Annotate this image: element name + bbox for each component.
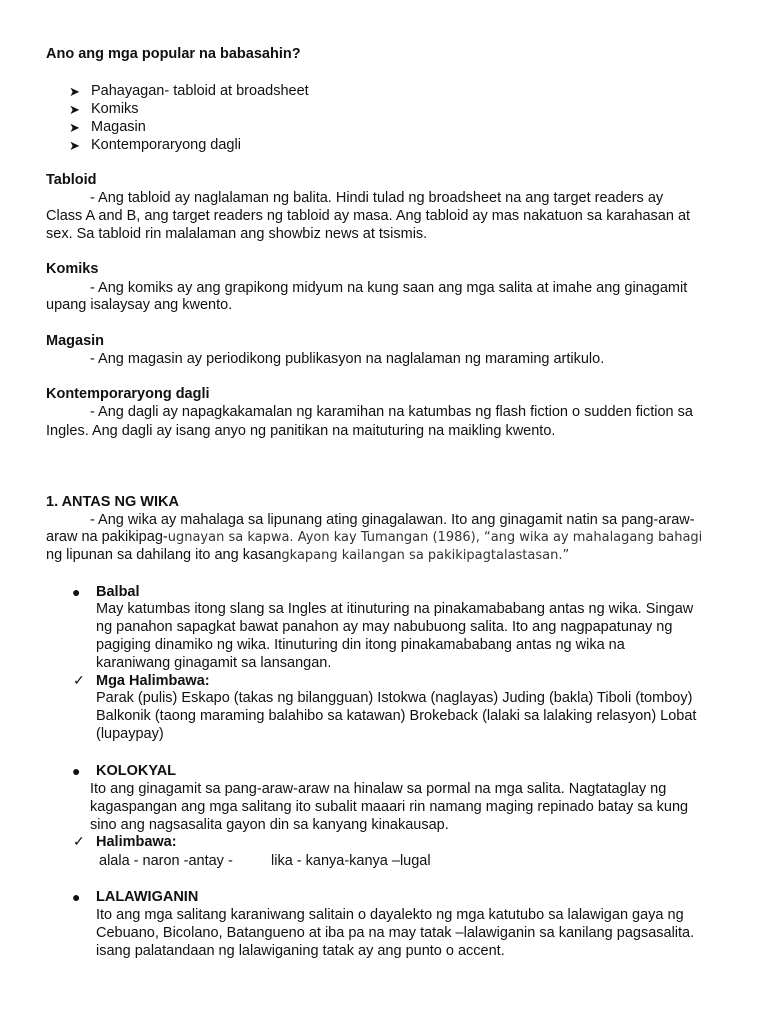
list-item: Komiks xyxy=(91,101,139,117)
paragraph-line: ng lipunan sa dahilang ito ang kasangkapang kailangan sa pakikipagtalastasan.” xyxy=(46,547,570,563)
paragraph-line: kagaspangan ang mga salitang ito subalit maaari rin namang maging repinado batay sa kung xyxy=(90,799,689,815)
paragraph-line: karaniwang ginagamit sa lansangan. xyxy=(96,655,332,671)
paragraph-line: Ito ang mga salitang karaniwang salitain o dayalekto ng mga katutubo sa lalawigan gaya ng xyxy=(96,907,684,923)
paragraph-line: Parak (pulis) Eskapo (takas ng bilangguan) Istokwa (naglayas) Juding (bakla) Tiboli (tomboy) xyxy=(96,690,693,706)
paragraph-line: isang palatandaan ng lalawiganing tatak ay ang punto o accent. xyxy=(96,943,505,959)
paragraph-line: sino ang nagsasalita gayon din sa kanyang kinakausap. xyxy=(90,817,449,833)
arrow-bullet-icon: ➤ xyxy=(69,84,80,99)
example-words: alala - naron -antay - xyxy=(99,853,233,869)
paragraph-line: sex. Sa tabloid rin malalaman ang showbiz news at tsismis. xyxy=(46,226,428,242)
paragraph-line: - Ang tabloid ay naglalaman ng balita. Hindi tulad ng broadsheet na ang target readers ay xyxy=(90,190,664,206)
paragraph-line: (lupaypay) xyxy=(96,726,164,742)
examples-heading: Mga Halimbawa: xyxy=(96,673,210,689)
bullet-dot-icon: ● xyxy=(72,584,81,600)
paragraph-line: - Ang magasin ay periodikong publikasyon na naglalaman ng maraming artikulo. xyxy=(90,351,605,367)
arrow-bullet-icon: ➤ xyxy=(69,102,80,117)
question-heading: Ano ang mga popular na babasahin? xyxy=(46,46,301,62)
checkmark-icon: ✓ xyxy=(73,672,85,688)
subsection-heading-lalawiganin: LALAWIGANIN xyxy=(96,889,199,905)
section-heading-tabloid: Tabloid xyxy=(46,172,97,188)
list-item: Magasin xyxy=(91,119,146,135)
paragraph-line: Ito ang ginagamit sa pang-araw-araw na hinalaw sa pormal na mga salita. Nagtataglay ng xyxy=(90,781,667,797)
subsection-heading-kolokyal: KOLOKYAL xyxy=(96,763,177,779)
list-item: Pahayagan- tabloid at broadsheet xyxy=(91,83,309,99)
paragraph-line: pagiging dinamiko ng wika. Itinuturing din itong pinakamababang antas ng wika na xyxy=(96,637,625,653)
section-heading-magasin: Magasin xyxy=(46,333,105,349)
paragraph-line: - Ang dagli ay napagkakamalan ng karamihan na katumbas ng flash fiction o sudden fiction sa xyxy=(90,404,693,420)
paragraph-line: Class A and B, ang target readers ng tabloid ay masa. Ang tabloid ay mas nakatuon sa karahasan at xyxy=(46,208,691,224)
list-item: Kontemporaryong dagli xyxy=(91,137,241,153)
paragraph-line: - Ang komiks ay ang grapikong midyum na kung saan ang mga salita at imahe ang ginagamit xyxy=(90,280,688,296)
section-heading-dagli: Kontemporaryong dagli xyxy=(46,386,210,402)
paragraph-line: Ingles. Ang dagli ay isang anyo ng panitikan na maituturing na maikling kwento. xyxy=(46,423,556,439)
examples-heading: Halimbawa: xyxy=(96,834,177,850)
paragraph-line: upang isalaysay ang kwento. xyxy=(46,297,233,313)
paragraph-line: ng panahon sapagkat bawat panahon ay may nabubuong salita. Ito ang nagpapatunay ng xyxy=(96,619,673,635)
arrow-bullet-icon: ➤ xyxy=(69,138,80,153)
checkmark-icon: ✓ xyxy=(73,833,85,849)
paragraph-line: - Ang wika ay mahalaga sa lipunang ating ginagalawan. Ito ang ginagamit natin sa pang-araw- xyxy=(90,512,695,528)
paragraph-line: araw na pakikipag-ugnayan sa kapwa. Ayon kay Tumangan (1986), “ang wika ay mahalagang bahagi xyxy=(46,529,703,545)
bullet-dot-icon: ● xyxy=(72,889,81,905)
paragraph-line: Cebuano, Bicolano, Batangueno at iba pa na may tatak –lalawiganin sa kanilang pagsasalita. xyxy=(96,925,695,941)
subsection-heading-balbal: Balbal xyxy=(96,584,140,600)
section-heading-antas: 1. ANTAS NG WIKA xyxy=(46,494,179,510)
bullet-dot-icon: ● xyxy=(72,763,81,779)
arrow-bullet-icon: ➤ xyxy=(69,120,80,135)
example-words: lika - kanya-kanya –lugal xyxy=(271,853,431,869)
paragraph-line: May katumbas itong slang sa Ingles at itinuturing na pinakamababang antas ng wika. Singaw xyxy=(96,601,694,617)
section-heading-komiks: Komiks xyxy=(46,261,99,277)
paragraph-line: Balkonik (taong maraming balahibo sa katawan) Brokeback (lalaki sa lalaking relasyon) Lobat xyxy=(96,708,697,724)
